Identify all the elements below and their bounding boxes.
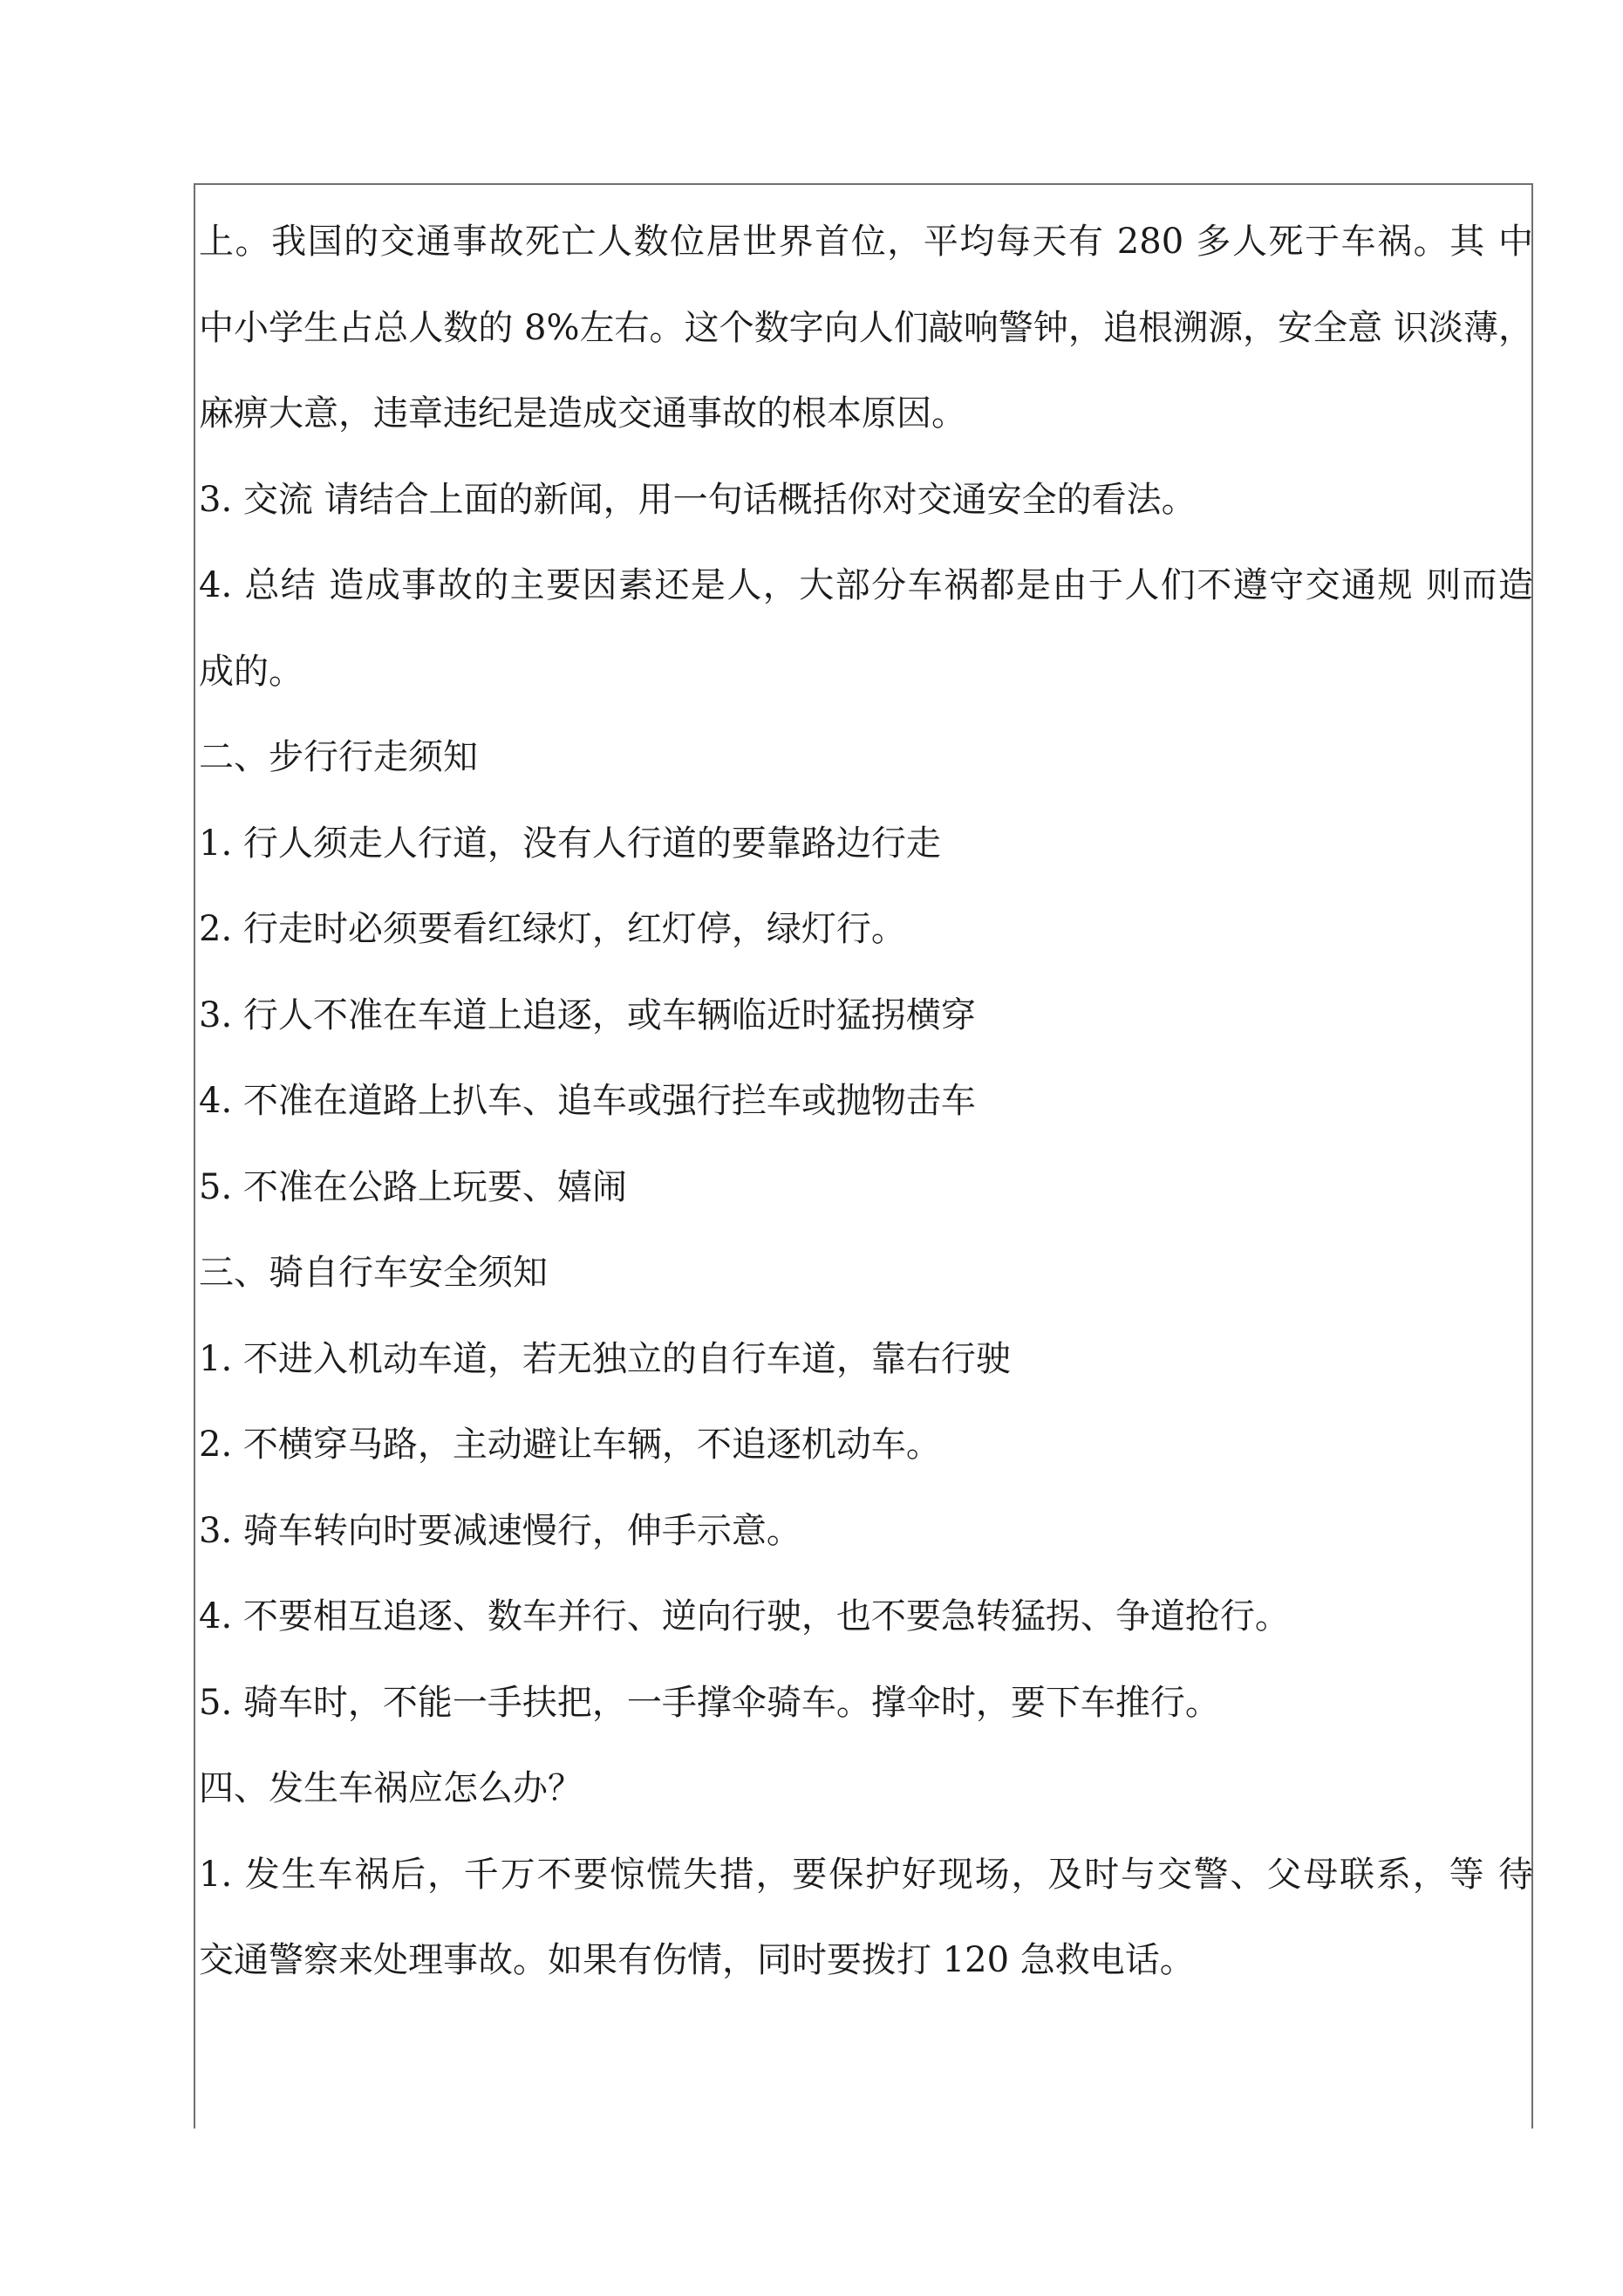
text-line-14: 1. 不进入机动车道，若无独立的自行车道，靠右行驶 xyxy=(199,1338,1011,1379)
text-line-4: 3. 交流 请结合上面的新闻，用一句话概括你对交通安全的看法。 xyxy=(199,479,1197,520)
text-line-8: 1. 行人须走人行道，没有人行道的要靠路边行走 xyxy=(199,823,941,864)
text-line-18: 5. 骑车时，不能一手扶把，一手撑伞骑车。撑伞时，要下车推行。 xyxy=(199,1682,1220,1723)
text-line-2: 中小学生占总人数的 8%左右。这个数字向人们敲响警钟，追根溯源，安全意 识淡薄， xyxy=(199,307,1533,348)
section-heading-accident: 四、发生车祸应怎么办？ xyxy=(199,1768,583,1808)
text-line-15: 2. 不横穿马路，主动避让车辆，不追逐机动车。 xyxy=(199,1425,941,1465)
text-line-3: 麻痹大意，违章违纪是造成交通事故的根本原因。 xyxy=(199,393,966,434)
text-line-5: 4. 总结 造成事故的主要因素还是人，大部分车祸都是由于人们不遵守交通规 则而造 xyxy=(199,565,1533,605)
document-body xyxy=(199,199,1533,2004)
text-line-10: 3. 行人不准在车道上追逐，或车辆临近时猛拐横穿 xyxy=(199,994,976,1035)
text-line-20: 1. 发生车祸后，千万不要惊慌失措，要保护好现场，及时与交警、父母联系，等 待 xyxy=(199,1854,1533,1895)
section-heading-cycling: 三、骑自行车安全须知 xyxy=(199,1253,548,1293)
text-line-9: 2. 行走时必须要看红绿灯，红灯停，绿灯行。 xyxy=(199,909,906,949)
text-line-1: 上。我国的交通事故死亡人数位居世界首位，平均每天有 280 多人死于车祸。其 中 xyxy=(199,222,1533,262)
text-line-11: 4. 不准在道路上扒车、追车或强行拦车或抛物击车 xyxy=(199,1081,976,1121)
text-line-12: 5. 不准在公路上玩要、嬉闹 xyxy=(199,1166,627,1207)
text-line-21: 交通警察来处理事故。如果有伤情，同时要拨打 120 急救电话。 xyxy=(199,1940,1195,1980)
section-heading-walking: 二、步行行走须知 xyxy=(199,737,478,777)
text-line-16: 3. 骑车转向时要减速慢行，伸手示意。 xyxy=(199,1510,801,1551)
text-line-6: 成的。 xyxy=(199,651,303,692)
text-line-17: 4. 不要相互追逐、数车并行、逆向行驶，也不要急转猛拐、争道抢行。 xyxy=(199,1596,1290,1637)
